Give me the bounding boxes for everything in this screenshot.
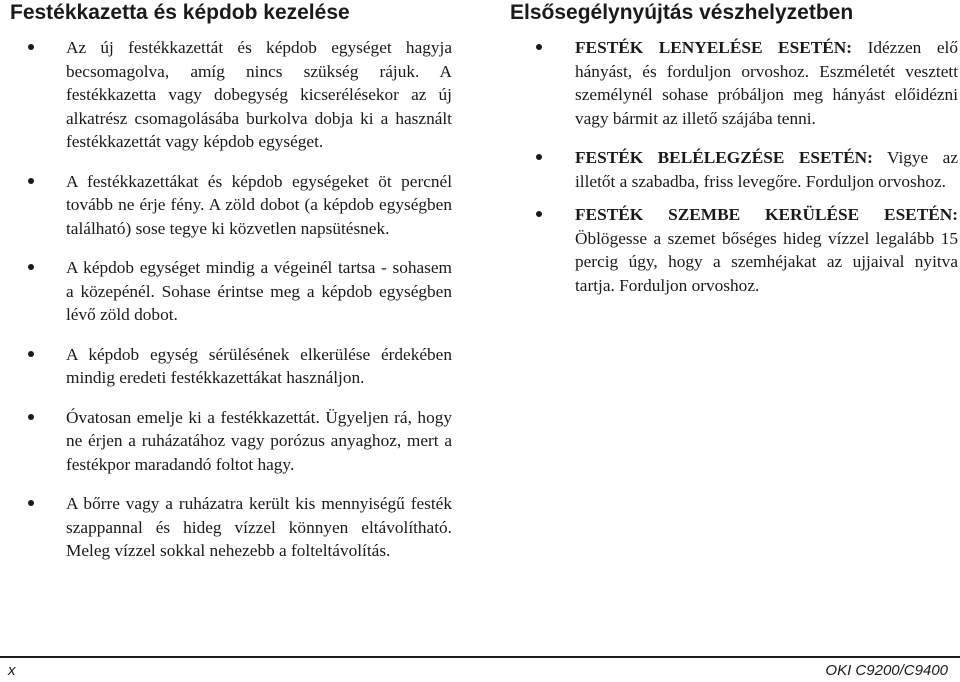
bullet-icon bbox=[28, 178, 34, 184]
bullet-icon bbox=[28, 44, 34, 50]
bullet-icon bbox=[28, 264, 34, 270]
list-item bbox=[10, 406, 452, 477]
list-item bbox=[510, 146, 958, 193]
first-aid-text: Vigye az illetőt a szabadba, friss levegőre. Forduljon orvoshoz. bbox=[575, 148, 958, 191]
list-item-text: A képdob egységet mindig a végeinél tartsa - sohasem a közepénél. Sohase érintse meg a képdob egységben lévő zöld dobot. bbox=[66, 258, 452, 324]
list-item bbox=[510, 203, 958, 297]
list-item-text: A festékkazettákat és képdob egységeket öt percnél tovább ne érje fény. A zöld dobot (a képdob egységben található) sose tegye ki közvetlen napsütésnek. bbox=[66, 171, 452, 238]
list-item bbox=[10, 36, 452, 154]
list-item-text: A képdob egység sérülésének elkerülése érdekében mindig eredeti festékkazettákat használjon. bbox=[66, 344, 452, 387]
list-item bbox=[10, 170, 452, 241]
list-item bbox=[510, 36, 958, 130]
first-aid-list bbox=[510, 36, 958, 297]
bullet-icon bbox=[28, 500, 34, 506]
list-item-text: Óvatosan emelje ki a festékkazettát. Ügyeljen rá, hogy ne érjen a ruházatához vagy porózus anyaghoz, mert a festékpor maradandó foltot hagy. bbox=[66, 407, 452, 474]
list-item-text: Az új festékkazettát és képdob egységet hagyja becsomagolva, amíg nincs szükség rájuk. A festékkazetta vagy dobegység kicserélésekor az új alkatrész csomagolásába burkolva dobja ki a használt festékkazettát vagy képdob egységet. bbox=[66, 38, 452, 151]
bullet-icon bbox=[536, 44, 542, 50]
list-item-text: A bőrre vagy a ruházatra került kis mennyiségű festék szappannal és hideg vízzel könnyen eltávolítható. Meleg vízzel sokkal nehezebb a folteltávolítás. bbox=[66, 494, 452, 560]
handling-heading: Festékkazetta és képdob kezelése bbox=[10, 1, 350, 24]
list-item bbox=[10, 343, 452, 390]
list-item bbox=[10, 492, 452, 563]
first-aid-lead: FESTÉK SZEMBE KERÜLÉSE ESETÉN: bbox=[575, 205, 958, 224]
first-aid-lead: FESTÉK BELÉLEGZÉSE ESETÉN: bbox=[575, 148, 873, 167]
page-number: x bbox=[8, 662, 16, 679]
first-aid-lead: FESTÉK LENYELÉSE ESETÉN: bbox=[575, 38, 853, 57]
first-aid-section bbox=[510, 0, 958, 313]
list-item bbox=[10, 256, 452, 327]
bullet-icon bbox=[536, 211, 542, 217]
first-aid-heading: Elsősegélynyújtás vészhelyzetben bbox=[510, 1, 854, 24]
first-aid-text: Idézzen elő hányást, és forduljon orvoshoz. Eszméletét vesztett személynél sohase próbáljon meg hányást előidézni vagy bármit az illető szájába tenni. bbox=[575, 38, 958, 128]
first-aid-text: Öblögesse a szemet bőséges hideg vízzel legalább 15 percig úgy, hogy a szemhéjakat az ujjaival nyitva tartja. Forduljon orvoshoz. bbox=[575, 228, 958, 295]
bullet-icon bbox=[28, 414, 34, 420]
model-name: OKI C9200/C9400 bbox=[825, 662, 948, 679]
bullet-icon bbox=[28, 351, 34, 357]
handling-section bbox=[10, 0, 452, 579]
footer-divider bbox=[0, 656, 960, 658]
bullet-icon bbox=[536, 154, 542, 160]
handling-list bbox=[10, 36, 452, 563]
